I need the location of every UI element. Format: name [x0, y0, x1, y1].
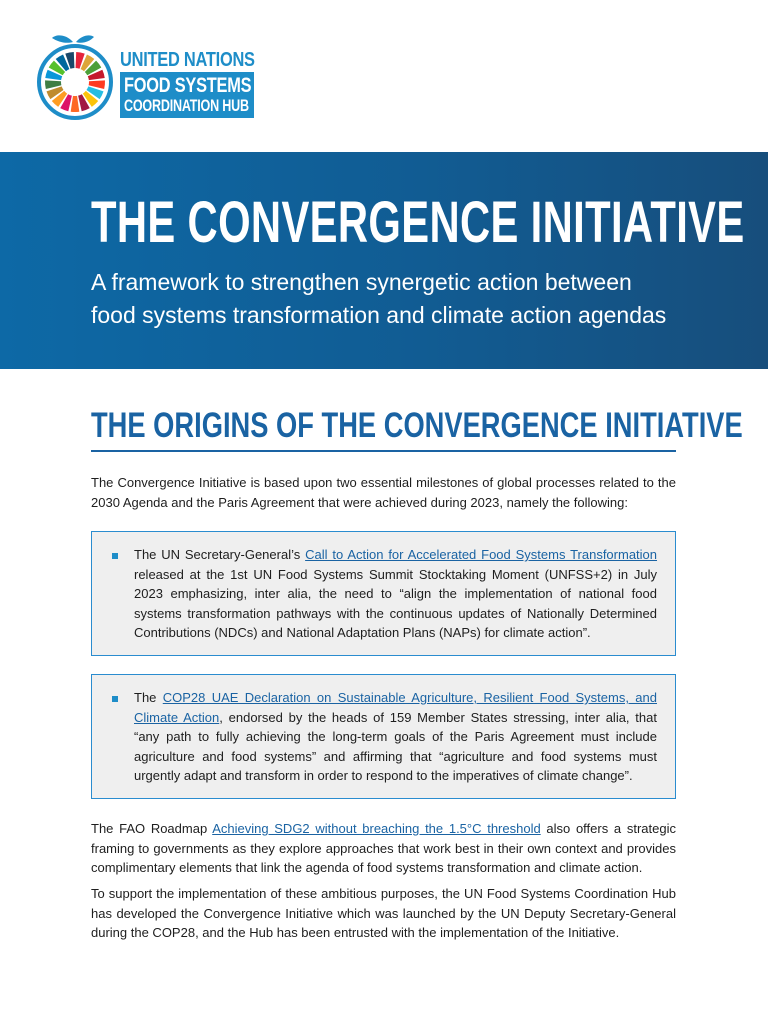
leaf-right-icon: [76, 35, 94, 42]
support-paragraph: To support the implementation of these ambitious purposes, the UN Food Systems Coordination Hub has developed the Convergence Initiative which was launched by the UN Deputy Secretary-General during the COP28, and the Hub has been entrusted with the implementation of the Initiative.: [91, 886, 676, 940]
milestone-text-2: [134, 688, 657, 786]
logo-text-united-nations: UNITED NATIONS: [120, 49, 255, 71]
title-banner: [0, 152, 768, 369]
leaf-left-icon: [52, 35, 73, 42]
page-title: THE CONVERGENCE INITIATIVE: [91, 190, 745, 255]
milestone-2-before: The: [134, 690, 163, 705]
bullet-icon: [112, 696, 118, 702]
milestone-1-before: The UN Secretary-General’s: [134, 547, 306, 562]
cop28-declaration-link[interactable]: COP28 UAE Declaration on Sustainable Agriculture, Resilient Food Systems, and Climate Action: [134, 690, 657, 725]
logo-text-coordination-hub: COORDINATION HUB: [124, 96, 249, 115]
subtitle-line-1: A framework to strengthen synergetic action between: [91, 269, 632, 295]
fao-roadmap-paragraph: [91, 819, 676, 878]
fao-after: also offers a strategic framing to governments as they explore approaches that work best in their own context and provides complimentary elements that link the agenda of food systems transformation and climate action.: [91, 821, 676, 875]
un-food-systems-logo: [36, 32, 266, 122]
milestone-1-after: released at the 1st UN Food Systems Summit Stocktaking Moment (UNFSS+2) in July 2023 emphasizing, inter alia, the need to “align the implementation of national food systems transformation pathways with the continuous updates of Nationally Determined Contributions (NDCs) and National Adaptation Plans (NAPs) for climate action”.: [134, 566, 657, 640]
milestone-box-1: [91, 531, 676, 656]
logo-text-food-systems: FOOD SYSTEMS: [124, 74, 252, 97]
bullet-icon: [112, 553, 118, 559]
subtitle-line-2: food systems transformation and climate action agendas: [91, 302, 667, 328]
milestone-2-after: , endorsed by the heads of 159 Member States stressing, inter alia, that “any path to fully achieving the long-term goals of the Paris Agreement must include agriculture and food systems” and affirming that “agriculture and food systems must urgently adapt and transform in order to respond to the imperatives of climate change”.: [134, 709, 657, 783]
milestone-text-1: [134, 545, 657, 643]
section-heading: THE ORIGINS OF THE CONVERGENCE INITIATIVE: [91, 406, 743, 445]
call-to-action-link[interactable]: Call to Action for Accelerated Food Systems Transformation: [305, 547, 658, 562]
fao-before: The FAO Roadmap: [91, 821, 213, 836]
page-subtitle: [91, 266, 711, 332]
sdg-wheel-icon: [36, 32, 114, 122]
milestone-box-2: [91, 674, 676, 799]
fao-roadmap-link[interactable]: Achieving SDG2 without breaching the 1.5°C threshold: [212, 821, 541, 836]
sdg-wheel-segment: [71, 96, 80, 112]
section-divider: [91, 450, 676, 452]
intro-paragraph: The Convergence Initiative is based upon two essential milestones of global processes related to the 2030 Agenda and the Paris Agreement that were achieved during 2023, namely the following:: [91, 475, 676, 510]
